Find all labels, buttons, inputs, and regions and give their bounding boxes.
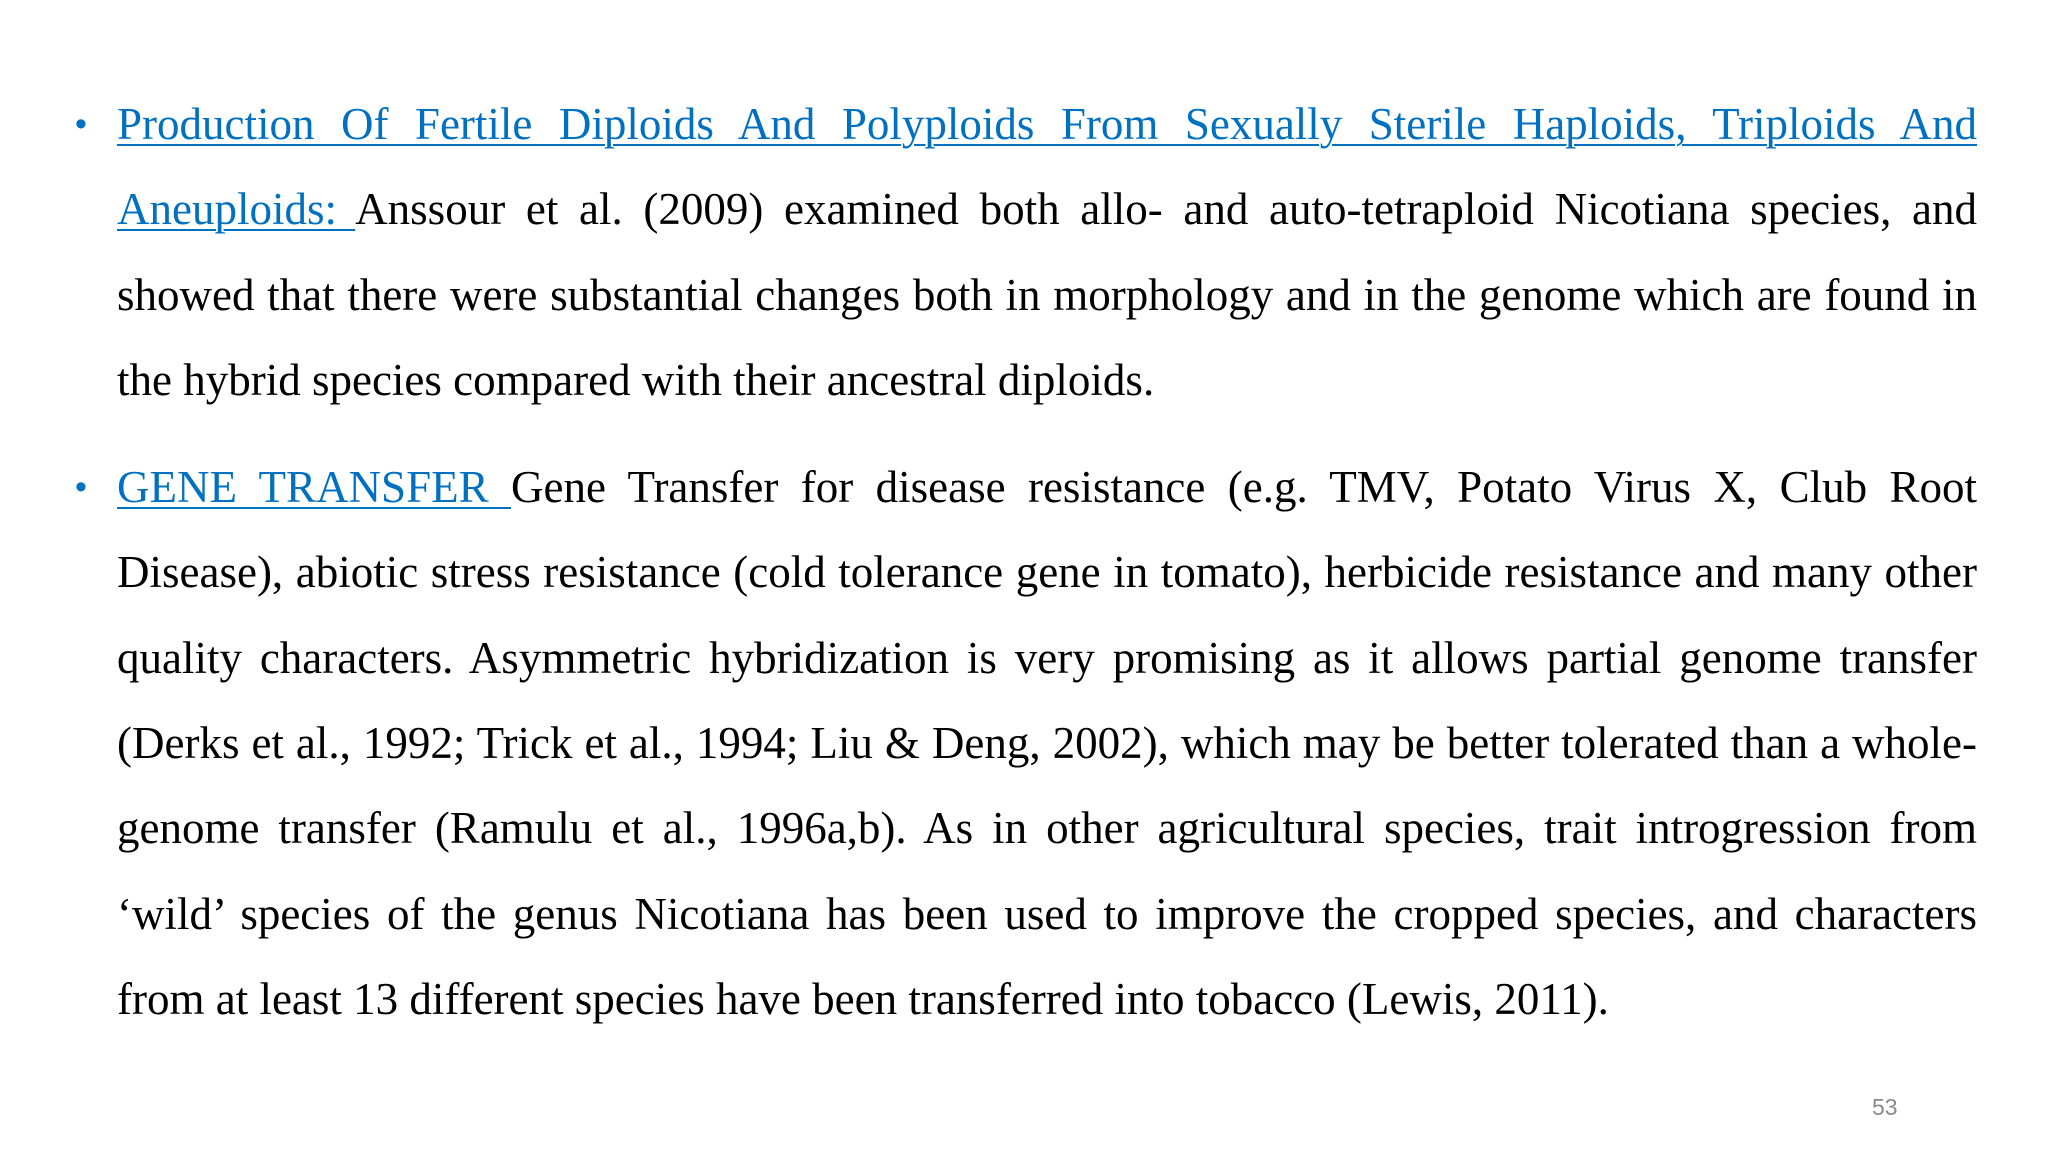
- bullet-list: [75, 82, 1978, 1064]
- bullet-marker: •: [75, 468, 87, 507]
- bullet-marker: •: [75, 105, 87, 143]
- heading-link-fertile-diploids[interactable]: Production Of Fertile Diploids And Polyploids From Sexually Sterile Haploids, Triploids And Aneuploids:: [117, 99, 1977, 235]
- page-number: 53: [1872, 1094, 1898, 1120]
- bullet-item-gene-transfer: [75, 445, 1978, 1042]
- bullet-body-text: Gene Transfer for disease resistance (e.g. TMV, Potato Virus X, Club Root Disease), abiotic stress resistance (cold tolerance gene in tomato), herbicide resistance and many other quality characters. Asymmetric hybridization is very promising as it allows partial genome transfer (Derks et al., 1992; Trick et al., 1994; Liu & Deng, 2002), which may be better tolerated than a whole-genome transfer (Ramulu et al., 1996a,b). As in other agricultural species, trait introgression from ‘wild’ species of the genus Nicotiana has been used to improve the cropped species, and characters from at least 13 different species have been transferred into tobacco (Lewis, 2011).: [117, 462, 1978, 1024]
- bullet-body-text: Anssour et al. (2009) examined both allo- and auto-tetraploid Nicotiana species, and showed that there were substantial changes both in morphology and in the genome which are found in the hybrid species compared with their ancestral diploids.: [117, 184, 1977, 405]
- bullet-item-fertile-diploids: [75, 82, 1977, 423]
- heading-link-gene-transfer[interactable]: GENE TRANSFER: [117, 462, 512, 513]
